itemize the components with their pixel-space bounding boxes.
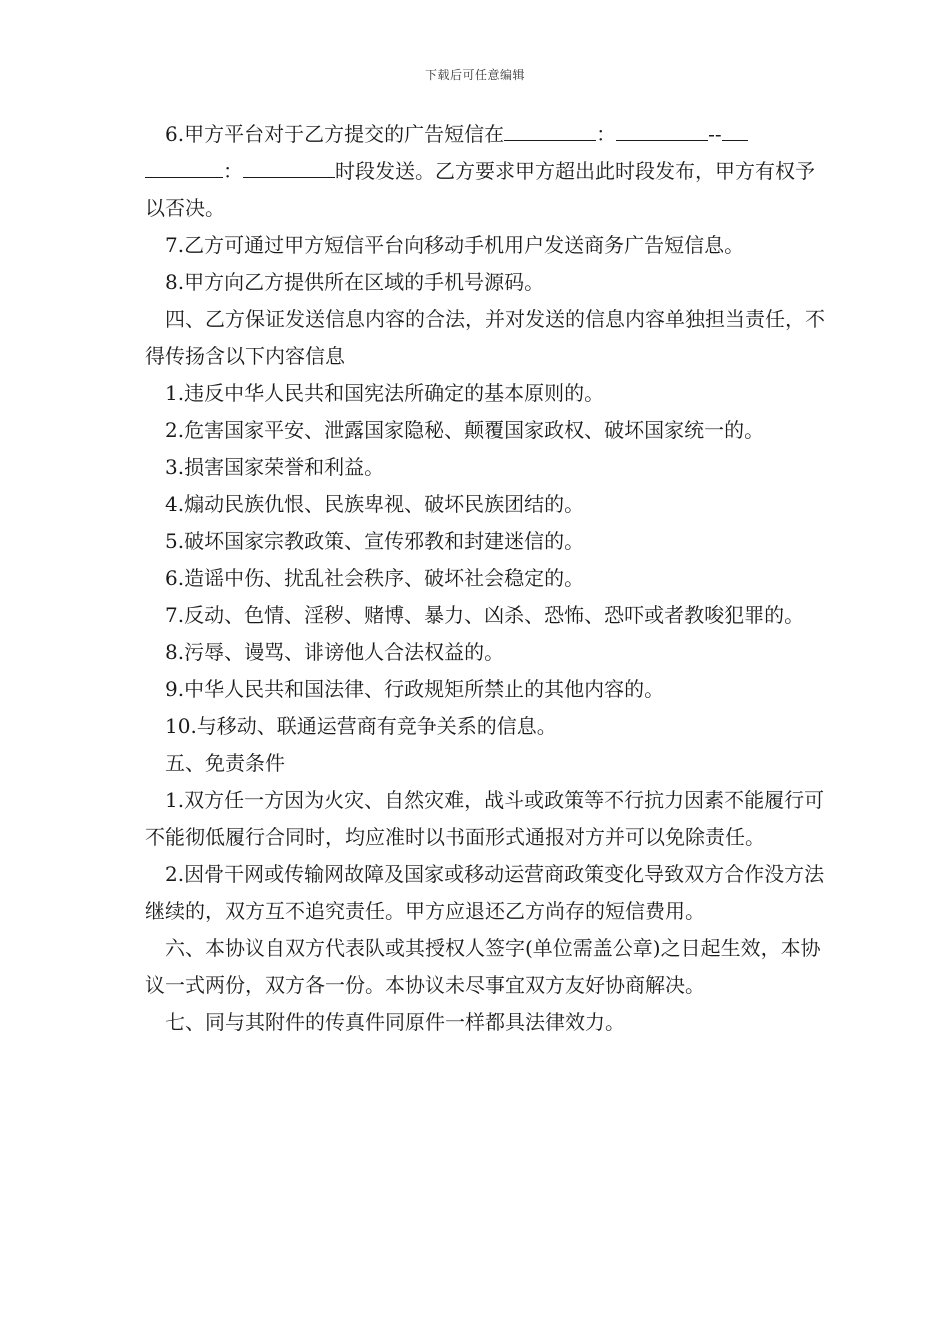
list-item-5: 5.破坏国家宗教政策、宣传邪教和封建迷信的。 (165, 529, 585, 553)
start-hour-blank (504, 118, 596, 141)
list-item-1: 1.违反中华人民共和国宪法所确定的基本原则的。 (165, 381, 605, 405)
end-hour-blank (145, 155, 223, 178)
range-dash: -- (708, 122, 722, 146)
list-item-6: 6.造谣中伤、扰乱社会秩序、破坏社会稳定的。 (165, 566, 585, 590)
section-5-heading: 五、免责条件 (165, 751, 285, 775)
list-item-8: 8.污辱、谩骂、诽谤他人合法权益的。 (165, 640, 505, 664)
exemption-item-2: 2.因骨干网或传输网故障及国家或移动运营商政策变化导致双方合作没方法继续的，双方互不追究责任。甲方应退还乙方尚存的短信费用。 (145, 862, 825, 923)
clause-6-text-start: 6.甲方平台对于乙方提交的广告短信在 (165, 122, 505, 146)
paragraph-2: 8.甲方向乙方提供所在区域的手机号源码。 (165, 270, 545, 294)
list-item-2: 2.危害国家平安、泄露国家隐秘、颠覆国家政权、破坏国家统一的。 (165, 418, 765, 442)
section-4-heading: 四、乙方保证发送信息内容的合法，并对发送的信息内容单独担当责任，不得传扬含以下内容信息 (145, 307, 825, 368)
list-item-7: 7.反动、色情、淫秽、赌博、暴力、凶杀、恐怖、恐吓或者教唆犯罪的。 (165, 603, 805, 627)
end-hour-blank-part (722, 118, 748, 141)
document-body (145, 116, 825, 1041)
section-7-paragraph: 七、同与其附件的传真件同原件一样都具法律效力。 (165, 1010, 625, 1034)
time-colon-2: ： (223, 159, 243, 183)
exemption-item-1: 1.双方任一方因为火灾、自然灾难，战斗或政策等不行抗力因素不能履行可不能彻低履行合同时，均应准时以书面形式通报对方并可以免除责任。 (145, 788, 825, 849)
time-colon: ： (596, 122, 617, 146)
start-minute-blank (616, 118, 708, 141)
paragraph-1: 7.乙方可通过甲方短信平台向移动手机用户发送商务广告短信息。 (165, 233, 745, 257)
list-item-4: 4.煽动民族仇恨、民族卑视、破坏民族团结的。 (165, 492, 585, 516)
list-item-3: 3.损害国家荣誉和利益。 (165, 455, 385, 479)
list-item-9: 9.中华人民共和国法律、行政规矩所禁止的其他内容的。 (165, 677, 665, 701)
clause-6-text-end: 时段发送。乙方要求甲方超出此时段发布，甲方有权予以否决。 (145, 159, 815, 220)
list-item-10: 10.与移动、联通运营商有竞争关系的信息。 (165, 714, 557, 738)
section-6-paragraph: 六、本协议自双方代表队或其授权人签字(单位需盖公章)之日起生效，本协议一式两份，双方各一份。本协议未尽事宜双方友好协商解决。 (145, 936, 821, 997)
end-minute-blank (243, 155, 335, 178)
clause-6-paragraph (145, 116, 825, 227)
page-header: 下载后可任意编辑 (424, 68, 525, 82)
